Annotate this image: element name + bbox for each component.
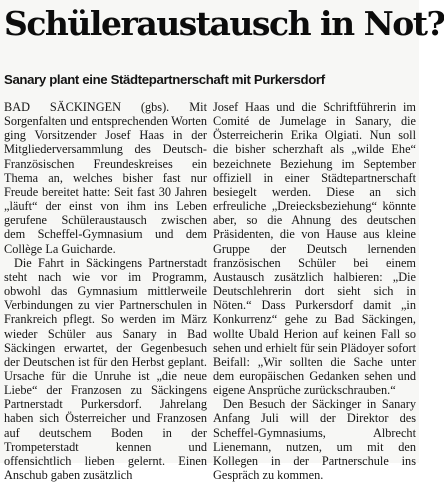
article-column-left [4, 100, 207, 482]
article-paragraph: Den Besuch der Säckinger in Sanary Anfang Juli will der Direktor des Scheffel-Gymnasiums, Albrecht Lienemann, nutzen, um mit den Kollegen in der Partnerschule ins Gespräch zu kommen. [213, 397, 416, 482]
article-column-right [213, 100, 416, 482]
article-subheadline: Sanary plant eine Städtepartnerschaft mit Purkersdorf [4, 72, 325, 87]
article-paragraph [4, 100, 207, 256]
article-paragraph: Josef Haas und die Schriftführerin im Comité de Jumelage in Sanary, die Österreicherin Erika Olgiati. Nun soll die bisher scherzhaft als „wilde Ehe“ bezeichnete Beziehung im September offiziell in einer Städtepartnerschaft besiegelt werden. Diese an sich erfreuliche „Dreiecksbeziehung“ könnte aber, so die Ahnung des deutschen Präsidenten, die von Hause aus kleine Gruppe der Deutsch lernenden französischen Schüler bei einem Austausch zusätzlich halbieren: „Die Deutschlehrerin dort sieht sich in Nöten.“ Dass Purkersdorf damit „in Konkurrenz“ gehe zu Bad Säckingen, wollte Ubald Herion auf keinen Fall so sehen und erhielt für sein Plädoyer sofort Beifall: „Wir sollten die Sache unter dem europäischen Gedanken sehen und eigene Ansprüche zurückschrauben.“ [213, 100, 416, 398]
article-paragraph: Die Fahrt in Säckingens Partnerstadt steht nach wie vor im Programm, obwohl das Gymnasium mittlerweile Verbindungen zu vier Partnerschulen in Frankreich pflegt. So werden im März wieder Schüler aus Sanary in Bad Säckingen erwartet, der Gegenbesuch der Deutschen ist für den Herbst geplant. Ursache für die Unruhe ist „die neue Liebe“ der Franzosen zu Säckingens Partnerstadt Purkersdorf. Jahrelang haben sich Österreicher und Franzosen auf deutschem Boden in der Trompeterstadt kennen und offensichtlich lieben gelernt. Einen Anschub gaben zusätzlich [4, 255, 207, 482]
article-dateline: BAD SÄCKINGEN (gbs). [4, 100, 170, 114]
paragraph-text: Mit Sorgenfalten und entsprechenden Worten ging Vorsitzender Josef Haas in der Mitgliederversammlung des Deutsch-Französischen Freundeskreises ein Thema an, welches bisher fast nur Freude bereitet hatte: Seit fast 30 Jahren „läuft“ der einst von ihm ins Leben gerufene Schüleraustausch zwischen dem Scheffel-Gymnasium und dem Collège La Guicharde. [4, 100, 207, 256]
article-headline: Schüleraustausch in Not? [4, 4, 444, 43]
